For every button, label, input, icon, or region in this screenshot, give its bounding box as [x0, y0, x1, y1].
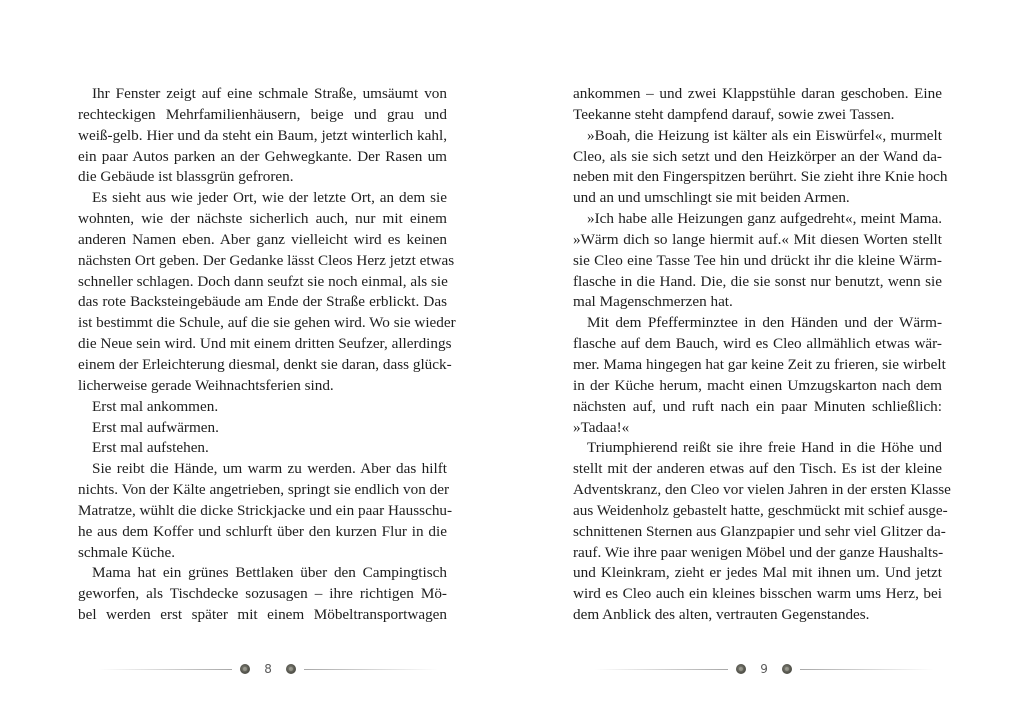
text-line: nächsten Ort geben. Der Gedanke lässt Cleos Herz jetzt etwas	[78, 251, 455, 269]
text-line: und an und umschlingt sie mit beiden Armen.	[573, 189, 850, 207]
text-line: rechteckigen Mehrfamilienhäusern, beige und grau und	[78, 105, 447, 123]
text-line: Erst mal ankommen.	[92, 397, 219, 415]
text-line: »Tadaa!«	[573, 418, 630, 436]
page-number: 9	[760, 662, 768, 676]
text-line: nächsten auf, und ruft nach ein paar Minuten schließlich:	[573, 397, 942, 415]
text-line: wohnten, wie der nächste sicherlich auch, nur mit einem	[78, 210, 447, 228]
text-line: schmale Küche.	[78, 543, 175, 561]
left-page-footer	[98, 660, 438, 678]
text-line: aus Weidenholz gebastelt hatte, geschmückt mit schief ausge-	[573, 501, 948, 519]
text-line: Matratze, wühlt die dicke Strickjacke und ein paar Hausschu-	[78, 501, 453, 519]
text-line: »Wärm dich so lange hiermit auf.« Mit diesen Worten stellt	[573, 230, 942, 248]
text-line: »Boah, die Heizung ist kälter als ein Eiswürfel«, murmelt	[587, 126, 942, 144]
text-line: Es sieht aus wie jeder Ort, wie der letzte Ort, an dem sie	[92, 189, 447, 207]
text-line: sie Cleo eine Tasse Tee hin und drückt ihr die kleine Wärm-	[573, 251, 942, 269]
footer-rule-right	[304, 669, 438, 670]
text-line: flasche in die Hand. Die, die sie sonst nur benutzt, wenn sie	[573, 272, 942, 290]
text-line: weiß-gelb. Hier und da steht ein Baum, jetzt winterlich kahl,	[78, 126, 447, 144]
footer-rule-right	[800, 669, 934, 670]
text-line: die Neue sein wird. Und mit einem dritten Seufzer, allerdings	[78, 335, 452, 353]
text-line: wird es Cleo auch ein kleines bisschen warm ums Herz, bei	[573, 585, 942, 603]
ornament-icon	[286, 664, 296, 674]
text-line: mal Magenschmerzen hat.	[573, 293, 733, 311]
text-line: flasche auf dem Bauch, wird es Cleo allmählich etwas wär-	[573, 335, 942, 353]
text-line: schnittenen Sternen aus Glanzpapier und sehr viel Glitzer da-	[573, 522, 946, 540]
text-line: Erst mal aufstehen.	[92, 439, 209, 457]
text-line: »Ich habe alle Heizungen ganz aufgedreht«, meint Mama.	[587, 210, 942, 228]
text-line: das rote Backsteingebäude am Ende der Straße erblickt. Das	[78, 293, 447, 311]
text-line: ankommen – und zwei Klappstühle daran geschoben. Eine	[573, 85, 942, 102]
text-line: die Gebäude ist blassgrün gefroren.	[78, 168, 294, 186]
text-line: schneller schlagen. Doch dann seufzt sie noch einmal, als sie	[78, 272, 448, 290]
text-line: nichts. Von der Kälte angetrieben, springt sie endlich von der	[78, 481, 450, 499]
text-line: Teekanne steht dampfend darauf, sowie zwei Tassen.	[573, 105, 895, 123]
right-page	[510, 0, 1020, 721]
text-line: rauf. Wie ihre paar wenigen Möbel und der ganze Haushalts-	[573, 543, 944, 561]
left-page-text	[78, 84, 456, 626]
text-line: anderen Namen eben. Aber ganz vielleicht wird es keinen	[78, 230, 447, 248]
text-line: Mama hat ein grünes Bettlaken über den Campingtisch	[92, 564, 447, 582]
ornament-icon	[240, 664, 250, 674]
text-line: Mit dem Pfefferminztee in den Händen und der Wärm-	[587, 314, 942, 332]
text-line: Adventskranz, den Cleo vor vielen Jahren in der ersten Klasse	[573, 481, 951, 499]
right-page-text	[573, 84, 951, 626]
text-line: ist bestimmt die Schule, auf die sie gehen wird. Wo sie wieder	[78, 314, 456, 332]
text-line: stellt mit der anderen etwas auf den Tisch. Es ist der kleine	[573, 460, 942, 478]
footer-rule-left	[98, 669, 232, 670]
text-line: Cleo, als sie sich setzt und den Heizkörper an der Wand da-	[573, 147, 942, 165]
text-line: bel werden erst später mit einem Möbeltransportwagen	[78, 606, 447, 624]
ornament-icon	[782, 664, 792, 674]
text-line: ein paar Autos parken an der Gehwegkante. Der Rasen um	[78, 147, 447, 165]
text-line: einem der Erleichterung diesmal, denkt sie daran, dass glück-	[78, 355, 452, 373]
text-line: Triumphierend reißt sie ihre freie Hand in die Höhe und	[587, 439, 942, 457]
text-line: dem Anblick des alten, vertrauten Gegenstandes.	[573, 606, 870, 624]
text-line: geworfen, als Tischdecke sozusagen – ihre richtigen Mö-	[78, 585, 447, 603]
page-number: 8	[264, 662, 272, 676]
text-line: licherweise gerade Weihnachtsferien sind.	[78, 376, 334, 394]
text-line: mer. Mama hingegen hat gar keine Zeit zu frieren, sie wirbelt	[573, 355, 946, 373]
text-line: in der Küche herum, macht einen Umzugskarton nach dem	[573, 376, 942, 394]
text-line: und Kleinkram, zieht er jedes Mal mit ihnen um. Und jetzt	[573, 564, 942, 582]
text-line: he aus dem Koffer und schlurft über den kurzen Flur in die	[78, 522, 447, 540]
footer-rule-left	[594, 669, 728, 670]
text-line: neben mit den Fingerspitzen berührt. Sie zieht ihre Knie hoch	[573, 168, 948, 186]
text-line: Erst mal aufwärmen.	[92, 418, 219, 436]
right-page-footer	[594, 660, 934, 678]
text-line: Sie reibt die Hände, um warm zu werden. Aber das hilft	[92, 460, 447, 478]
ornament-icon	[736, 664, 746, 674]
text-line: Ihr Fenster zeigt auf eine schmale Straße, umsäumt von	[92, 85, 447, 102]
